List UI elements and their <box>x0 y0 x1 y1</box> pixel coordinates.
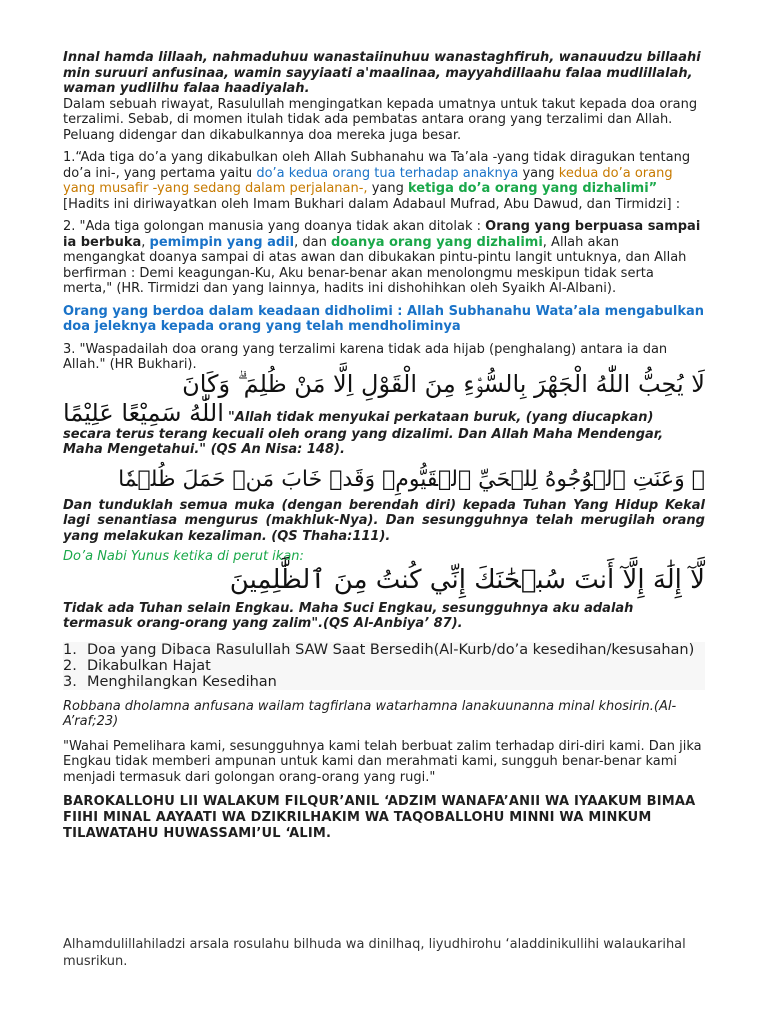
robbana-translation: "Wahai Pemelihara kami, sesungguhnya kami telah berbuat zalim terhadap diri-diri kami. Dan jika Engkau tidak memberi ampunan untuk kami dan merahmati kami, sungguh benar-benar kami menjadi termasuk dari golongan orang-orang yang rugi." <box>63 738 702 785</box>
yunus-heading: Do’a Nabi Yunus ketika di perut ikan: <box>63 549 304 564</box>
point-2 <box>63 219 705 297</box>
point-2-sep2: , dan <box>294 234 331 250</box>
list-number: 3. <box>63 673 77 690</box>
document-body <box>63 48 705 842</box>
point-2-oppressed: doanya orang yang dizhalimi <box>330 234 543 250</box>
list-item <box>63 658 705 674</box>
point-2-fasting: Orang yang berpuasa sampai ia berbuka <box>63 219 701 250</box>
point-3: 3. "Waspadailah doa orang yang terzalimi karena tidak ada hijab (penghalang) antara ia dan Allah." (HR Bukhari). <box>63 341 668 372</box>
arabic-an-nisa-148-line1: لَا يُحِبُّ اللّٰهُ الْجَهْرَ بِالسُّوْۤءِ مِنَ الْقَوْلِ اِلَّا مَنْ ظُلِمَ ۗ وَكَانَ <box>182 369 705 398</box>
point-1-sep2: yang <box>367 181 408 196</box>
arabic-thaha-111: ۞ وَعَنَتِ ٱلۡوُجُوهُ لِلۡحَيِّ ٱلۡقَيُّومِۖ وَقَدۡ خَابَ مَنۡ حَمَلَ ظُلۡمٗا <box>118 466 705 492</box>
intro-paragraph: Dalam sebuah riwayat, Rasulullah mengingatkan kepada umatnya untuk takut kepada doa orang terzalimi. Sebab, di momen itulah tidak ada pembatas antara orang yang terzalimi dan Allah. Peluang didengar dan dikabulkannya doa mereka juga besar. <box>63 96 698 143</box>
point-2-leader: pemimpin yang adil <box>149 234 295 250</box>
numbered-list <box>63 642 705 690</box>
list-number: 2. <box>63 657 77 674</box>
point-1-parents: do’a kedua orang tua terhadap anaknya <box>256 165 519 181</box>
point-1-traveler: kedua do’a orang yang musafir -yang sedang dalam perjalanan-, <box>63 165 673 196</box>
point-2-text: 2. "Ada tiga golongan manusia yang doanya tidak akan ditolak : <box>63 219 486 234</box>
point-2-rest: , Allah akan mengangkat doanya sampai di atas awan dan dibukakan pintu-pintu langit untuknya, dan Allah berfirman : Demi keagungan-Ku, Aku benar-benar akan menolongmu meskipun tidak serta merta," (HR. Tirmidzi dan yang lainnya, hadits ini dishohihkan oleh Syaikh Al-Albani). <box>63 234 687 296</box>
point-1 <box>63 150 705 197</box>
point-1-oppressed: ketiga do’a orang yang dizhalimi” <box>407 181 658 196</box>
robbana-prayer: Robbana dholamna anfusana wailam tagfirlana watarhamna lanakuunanna minal khosirin.(Al-A’raf;23) <box>63 698 677 729</box>
list-item-text: Menghilangkan Kesedihan <box>87 673 277 690</box>
list-item <box>63 642 705 658</box>
point-2-sep: , <box>141 234 150 250</box>
arabic-an-nisa-148-line2: اللّٰهُ سَمِيْعًا عَلِيْمًا <box>63 398 224 427</box>
list-item-text: Doa yang Dibaca Rasulullah SAW Saat Bersedih(Al-Kurb/do’a kesedihan/kesusahan) <box>87 641 695 658</box>
thaha-translation: Dan tunduklah semua muka (dengan berendah diri) kepada Tuhan Yang Hidup Kekal lagi senantiasa mengurus (makhluk-Nya). Dan sesungguhnya telah merugilah orang yang melakukan kezaliman. (QS Thaha:111). <box>63 497 705 544</box>
list-item <box>63 674 705 690</box>
point-1-source: [Hadits ini diriwayatkan oleh Imam Bukhari dalam Adabaul Mufrad, Abu Dawud, dan Tirmidzi] : <box>63 196 681 212</box>
blue-note: Orang yang berdoa dalam keadaan didholimi : Allah Subhanahu Wata’ala mengabulkan doa jeleknya kepada orang yang telah mendholiminya <box>63 303 705 334</box>
arabic-al-anbiya-87: لَّآ إِلَٰهَ إِلَّآ أَنتَ سُبۡحَٰنَكَ إِنِّي كُنتُ مِنَ ٱلظَّٰلِمِينَ <box>229 564 705 595</box>
point-1-sep: yang <box>518 165 559 181</box>
opening-prayer: Innal hamda lillaah, nahmaduhuu wanastaiinuhuu wanastaghfiruh, wanauudzu billaahi min suruuri anfusinaa, wamin sayyiaati a'maalinaa, mayyahdillaahu falaa mudlillalah, waman yudlilhu falaa haadiyalah. <box>63 50 701 96</box>
yunus-translation: Tidak ada Tuhan selain Engkau. Maha Suci Engkau, sesungguhnya aku adalah termasuk orang-orang yang zalim".(QS Al-Anbiya’ 87). <box>63 600 634 631</box>
list-number: 1. <box>63 641 77 658</box>
an-nisa-block <box>63 399 705 458</box>
closing-prayer: BAROKALLOHU LII WALAKUM FILQUR’ANIL ‘ADZIM WANAFA’ANII WA IYAAKUM BIMAA FIIHI MINAL AAYAATI WA DZIKRILHAKIM WA TAQOBALLOHU MINNI WA MINKUM TILAWATAHU HUWASSAMI’UL ‘ALIM. <box>63 794 696 841</box>
footer-prayer: Alhamdulillahiladzi arsala rosulahu bilhuda wa dinilhaq, liyudhirohu ‘aladdinikullihi walaukarihal musrikun. <box>63 937 686 969</box>
list-item-text: Dikabulkan Hajat <box>87 657 211 674</box>
an-nisa-translation: "Allah tidak menyukai perkataan buruk, (yang diucapkan) secara terus terang kecuali oleh orang yang dizalimi. Dan Allah Maha Mendengar, Maha Mengetahui." (QS An Nisa: 148). <box>63 409 664 457</box>
point-1-text: 1.“Ada tiga do’a yang dikabulkan oleh Allah Subhanahu wa Ta’ala -yang tidak diragukan tentang do’a ini-, yang pertama yaitu <box>63 150 691 181</box>
